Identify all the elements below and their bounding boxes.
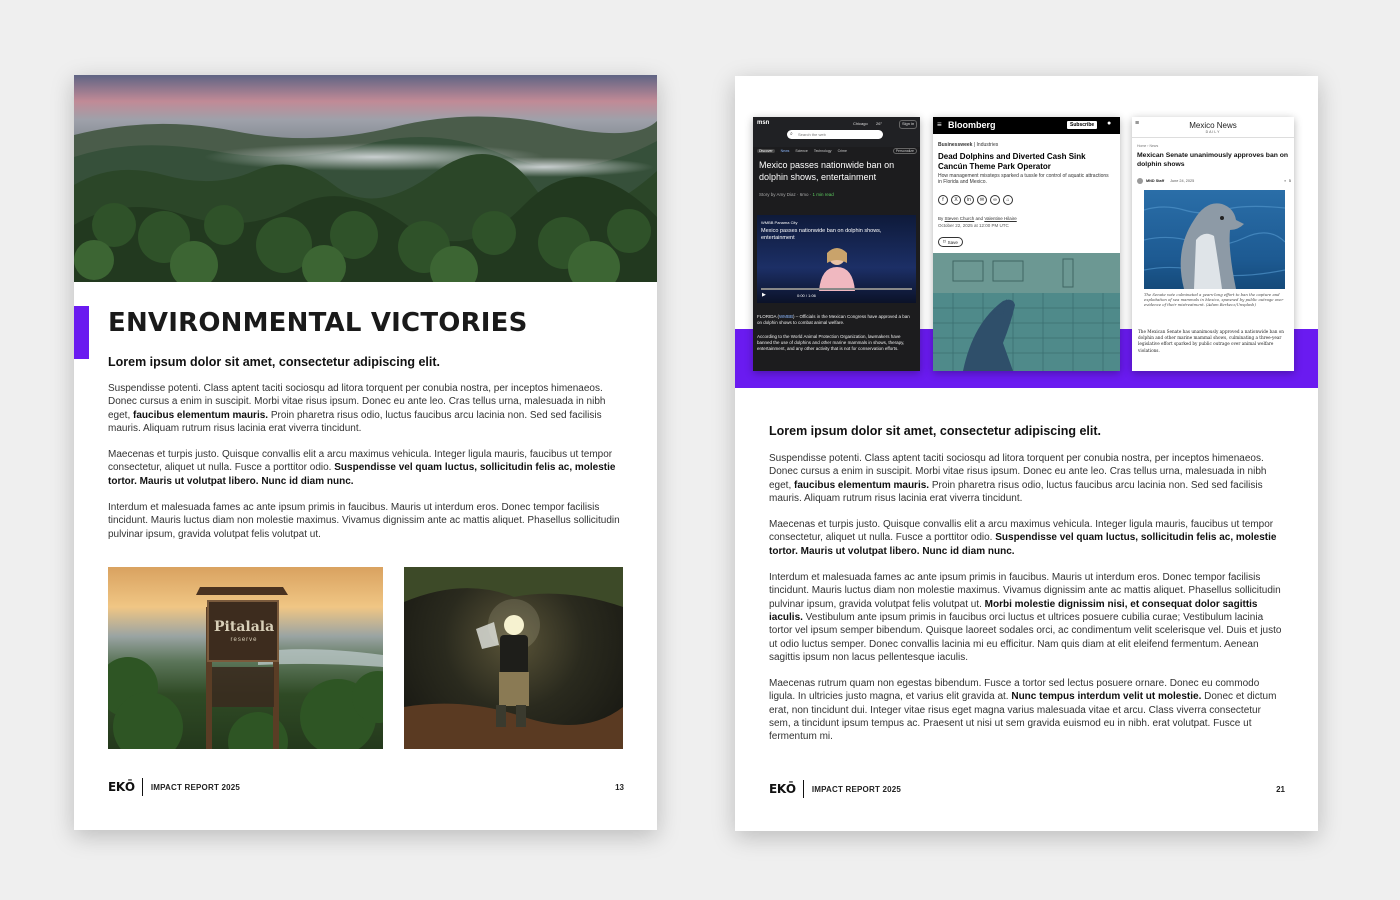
article-meta [1137, 176, 1291, 185]
publish-date: June 24, 2025 [1170, 178, 1195, 183]
msn-logo: msn [757, 120, 770, 126]
subscribe-button[interactable]: Subscribe [1067, 121, 1097, 129]
reserve-sign-photo [108, 567, 383, 749]
dolphin-artwork [1144, 190, 1285, 289]
comment-count: 5 [1288, 178, 1291, 183]
body-paragraph: Maecenas rutrum quam non egestas bibendum. Fusce a tortor sed lectus posuere ornare. Donec eu commodo ligula. In ultricies justo magna, et varius elit gravida at. Nunc tempus interdum velit ut molestie. Donec et dictum erat, non tincidunt dui. Integer vitae risus eget magna varius malesuada vitae et arcu. Class viverra consectetur sem, a tincidunt ipsum tempus ac. Praesent ut nisi ut sem gravida euismod eu in nibh. erat volutpat. Fusce ut fermentum mi. [769, 678, 1277, 743]
footer-divider [803, 780, 804, 798]
bloomberg-logo: Bloomberg [948, 120, 996, 130]
bloomberg-dek: How management missteps sparked a tussle for control of aquatic attractions in Florida and Mexico. [938, 173, 1109, 186]
rainforest-illustration [74, 75, 657, 282]
body-paragraph: Maecenas et turpis justo. Quisque convallis elit a arcu maximus vehicula. Integer ligula mauris, faucibus ut tempor consectetur, aliquet ut nulla. Fusce a porttitor odio. Suspendisse vel quam luctus, sollicitudin felis ac, molestie tortor. Mauris ut volutpat libero. Nunc id diam nunc. [769, 519, 1277, 557]
msn-nav-item[interactable]: News [780, 148, 790, 153]
body-paragraph: Interdum et malesuada fames ac ante ipsum primis in faucibus. Mauris ut interdum eros. Donec tempor facilisis tincidunt. Mauris luctus diam non molestie maximus. Vivamus dignissim ante ac mattis aliquet. Phasellus sollicitudin pulvinar ipsum, gravida volutpat felis volutpat ut. [108, 502, 620, 540]
body-text [108, 382, 624, 554]
user-icon[interactable]: ● [1107, 120, 1112, 127]
linkedin-icon[interactable]: in [964, 195, 974, 205]
avatar [1137, 178, 1143, 184]
body-paragraph: Suspendisse potenti. Class aptent taciti sociosqu ad litora torquent per conubia nostra, per inceptos himenaeos. Donec cursus a enim in suscipit. Morbi vitae risus ipsum. Donec eu ante leo. Cras tellus urna, malesuada in nibh eget, faucibus elementum mauris. Proin pharetra risus odio, luctus faucibus arcu lacinia non. Sed sed facilisis mauris. Aliquam rutrum risus lacinia erat viverra tincidunt. [108, 383, 606, 434]
msn-video-progress[interactable] [761, 288, 912, 290]
bloomberg-article-screenshot [933, 117, 1120, 371]
msn-nav-item[interactable]: Discover [759, 148, 773, 153]
footer-report-title: IMPACT REPORT 2025 [811, 784, 902, 794]
msn-search-input[interactable] [787, 130, 883, 139]
report-page-21 [735, 76, 1318, 831]
msn-nav-item[interactable]: Science [795, 148, 808, 153]
mexico-news-headline: Mexican Senate unanimously approves ban on dolphin shows [1137, 152, 1289, 168]
dolphin-photo [1144, 190, 1285, 289]
bloomberg-date: October 22, 2025 at 12:00 PM UTC [938, 223, 1009, 228]
footer-divider [142, 778, 143, 796]
page-footer [108, 776, 624, 798]
msn-personalize-button[interactable]: Personalize [893, 148, 917, 154]
msn-video-title: Mexico passes nationwide ban on dolphin shows, entertainment [761, 228, 882, 241]
search-icon: ⌕ [790, 131, 793, 137]
photo-caption: The Senate vote culminated a years-long effort to ban the capture and exploitation of sea mammals in Mexico, spawned by public outrage over evidence of their mistreatment. (Adam Berkecz/Unsplash) [1144, 292, 1284, 307]
msn-nav-item[interactable]: Technology [813, 148, 832, 153]
cave-explorer-illustration [404, 567, 623, 749]
reserve-sign-text: Pitalala [214, 619, 275, 635]
msn-video-source: WMBB Panama City [761, 220, 798, 225]
msn-signin[interactable]: Sign in [899, 120, 917, 129]
msn-article-screenshot [753, 117, 920, 371]
eko-logo: EKŌ [769, 782, 796, 796]
reserve-sign-illustration [108, 567, 383, 749]
rainforest-hero-photo [74, 75, 657, 282]
msn-byline: Story by Amy Diaz · 6mo · 1 min read [759, 192, 834, 197]
page-footer [769, 778, 1285, 800]
news-anchor-illustration [805, 245, 869, 291]
facebook-icon[interactable]: f [938, 195, 948, 205]
bloomberg-headline: Dead Dolphins and Diverted Cash Sink Cancún Theme Park Operator [938, 152, 1086, 171]
msn-search-placeholder: Search the web [798, 132, 826, 137]
play-icon[interactable]: ▶ [762, 292, 766, 298]
save-button[interactable]: ⌑ Save [938, 237, 963, 247]
bookmark-icon: ⌑ [943, 239, 946, 245]
mexico-news-body: The Mexican Senate has unanimously approved a nationwide ban on dolphin and other marine mammal shows, culminating a three-year legislative effort sparked by public outrage over animal welfare violations. [1138, 329, 1284, 353]
link-icon[interactable]: ∞ [990, 195, 1000, 205]
msn-city: Chicago [853, 121, 868, 126]
msn-video-time: 0:00 / 1:06 [797, 293, 816, 298]
x-icon[interactable]: X [951, 195, 961, 205]
footer-report-title: IMPACT REPORT 2025 [150, 782, 241, 792]
page-lede: Lorem ipsum dolor sit amet, consectetur adipiscing elit. [108, 355, 441, 369]
reserve-sign-subtext: reserve [230, 637, 258, 643]
header-divider [1132, 137, 1294, 138]
report-page-13 [74, 75, 657, 830]
msn-dateline: FLORIDA (WMBB) – Officials in the Mexican Congress have approved a ban on dolphin shows to combat animal welfare. [757, 314, 910, 325]
msn-nav [757, 147, 917, 154]
breadcrumb[interactable]: Home › News [1137, 144, 1159, 148]
menu-icon[interactable]: ≡ [1135, 120, 1140, 127]
msn-video-player[interactable] [757, 215, 916, 303]
bloomberg-section: Businessweek | Industries [938, 142, 999, 148]
dolphin-pool-illustration [933, 253, 1120, 371]
body-paragraph: Interdum et malesuada fames ac ante ipsum primis in faucibus. Mauris ut interdum eros. Donec tempor facilisis tincidunt. Mauris luctus diam non molestie maximus. Vivamus dignissim ante ac mattis aliquet. Phasellus sollicitudin pulvinar ipsum, gravida volutpat felis volutpat ut. Morbi molestie dignissim nisi, et consequat dolor sagittis iaculis. Vestibulum ante ipsum primis in faucibus orci luctus et ultrices posuere cubilia curae; Vestibulum lacinia tortor vel ipsum semper bibendum. Quisque laoreet sodales orci, ac condimentum velit scelerisque vel. Duis et justo ut odio luctus semper. Donec convallis lacinia mi eu efficitur. Nam quis diam at elit eleifend fermentum. Aenean sagittis ipsum non lacus pellentesque iaculis. [769, 572, 1282, 663]
page-title: ENVIRONMENTAL VICTORIES [108, 308, 528, 338]
page-number: 13 [615, 782, 624, 792]
mexico-news-logo-sub: DAILY [1205, 130, 1221, 134]
msn-paragraph: According to the World Animal Protection Organization, lawmakers have banned the use of dolphins and other marine mammals in shows, therapy, entertainment, and any other activity that is not for conservation efforts. [757, 334, 905, 351]
msn-temp: 26° [876, 121, 883, 126]
page-lede: Lorem ipsum dolor sit amet, consectetur adipiscing elit. [769, 424, 1102, 438]
dolphin-pool-artwork [933, 253, 1120, 371]
comment-icon[interactable]: ▪ [1284, 178, 1286, 183]
eko-logo: EKŌ [108, 780, 135, 794]
share-bar [938, 195, 1013, 205]
mail-icon[interactable]: ✉ [977, 195, 987, 205]
body-paragraph: Suspendisse potenti. Class aptent taciti sociosqu ad litora torquent per conubia nostra, per inceptos himenaeos. Donec cursus a enim in suscipit. Morbi vitae risus ipsum. Donec eu ante leo. Cras tellus urna, malesuada in nibh eget, faucibus elementum mauris. Proin pharetra risus odio, luctus faucibus arcu lacinia non. Sed sed facilisis mauris. Aliquam rutrum risus lacinia erat viverra tincidunt. [769, 453, 1267, 504]
mexico-news-logo: Mexico News [1189, 121, 1237, 130]
gift-icon[interactable]: ⌂ [1003, 195, 1013, 205]
body-paragraph: Maecenas et turpis justo. Quisque convallis elit a arcu maximus vehicula. Integer ligula mauris, faucibus ut tempor consectetur, aliquet ut nulla. Fusce a porttitor odio. Suspendisse vel quam luctus, sollicitudin felis ac, molestie tortor. Mauris ut volutpat libero. Nunc id diam nunc. [108, 449, 616, 487]
bloomberg-authors: By Steven Church and Valentine Hilaire [938, 216, 1017, 221]
msn-headline: Mexico passes nationwide ban on dolphin shows, entertainment [759, 160, 895, 182]
msn-nav-item[interactable]: Crime [837, 148, 847, 153]
cave-explorer-photo [404, 567, 623, 749]
body-text [769, 452, 1285, 757]
page-number: 21 [1276, 784, 1285, 794]
mexico-news-screenshot [1132, 117, 1294, 371]
heading-accent-bar [74, 306, 89, 359]
menu-icon[interactable]: ≡ [937, 120, 942, 129]
author: MND Staff [1146, 178, 1165, 183]
